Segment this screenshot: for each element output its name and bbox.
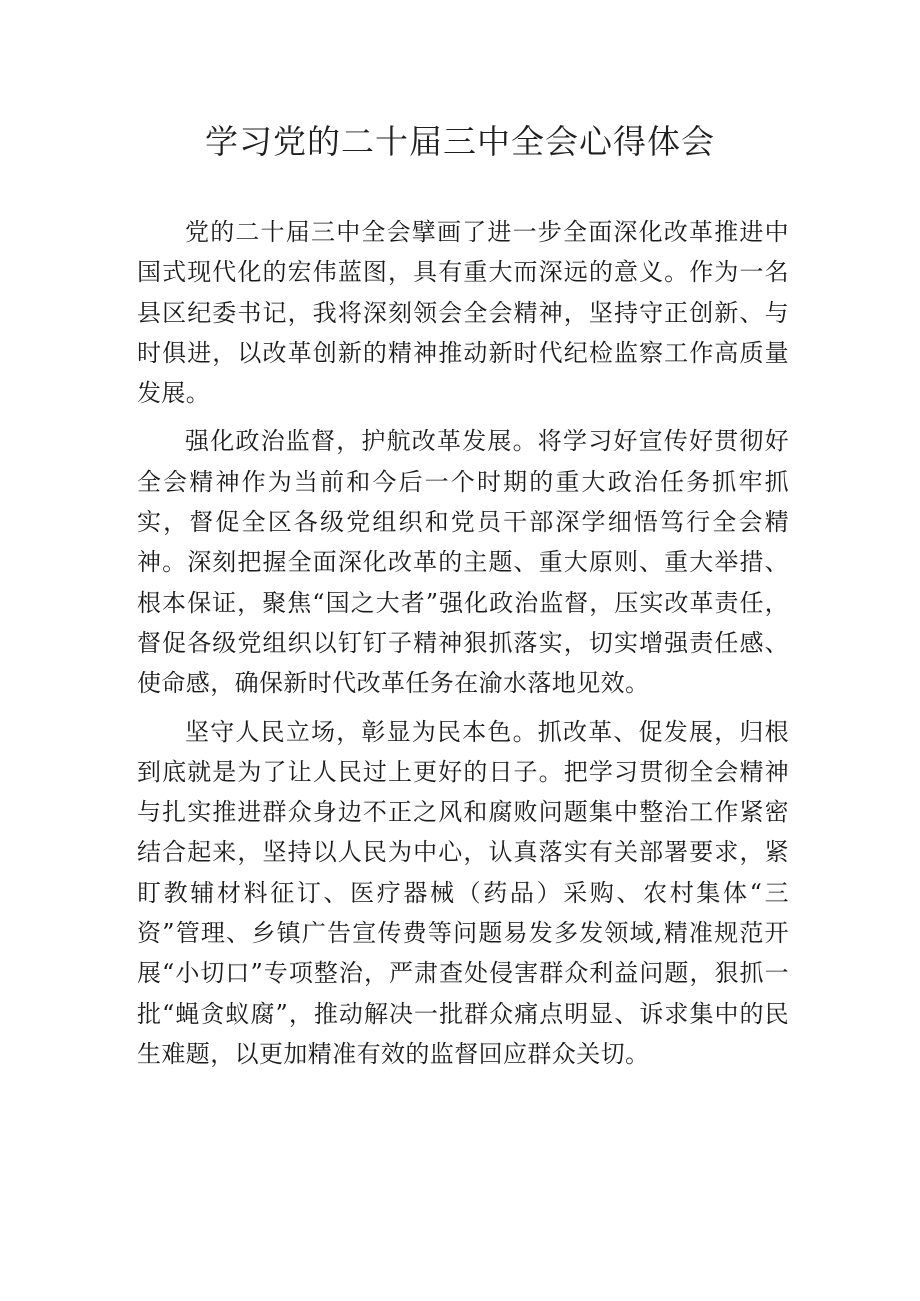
document-body — [137, 212, 789, 1082]
paragraph-political-supervision: 强化政治监督，护航改革发展。将学习好宣传好贯彻好全会精神作为当前和今后一个时期的重大政治任务抓牢抓实，督促全区各级党组织和党员干部深学细悟笃行全会精神。深刻把握全面深化改革的主题、重大原则、重大举措、根本保证，聚焦“国之大者”强化政治监督，压实改革责任，督促各级党组织以钉钉子精神狠抓落实，切实增强责任感、使命感，确保新时代改革任务在渝水落地见效。 — [137, 427, 789, 698]
document-title: 学习党的二十届三中全会心得体会 — [205, 122, 715, 161]
paragraph-people-stance: 坚守人民立场，彰显为民本色。抓改革、促发展，归根到底就是为了让人民过上更好的日子。把学习贯彻全会精神与扎实推进群众身边不正之风和腐败问题集中整治工作紧密结合起来，坚持以人民为中心，认真落实有关部署要求，紧盯教辅材料征订、医疗器械（药品）采购、农村集体“三资”管理、乡镇广告宣传费等问题易发多发领域,精准规范开展“小切口”专项整治，严肃查处侵害群众利益问题，狠抓一批“蝇贪蚁腐”，推动解决一批群众痛点明显、诉求集中的民生难题，以更加精准有效的监督回应群众关切。 — [137, 717, 789, 1068]
paragraph-intro: 党的二十届三中全会擘画了进一步全面深化改革推进中国式现代化的宏伟蓝图，具有重大而深远的意义。作为一名县区纪委书记，我将深刻领会全会精神，坚持守正创新、与时俱进，以改革创新的精神推动新时代纪检监察工作高质量发展。 — [137, 218, 789, 408]
